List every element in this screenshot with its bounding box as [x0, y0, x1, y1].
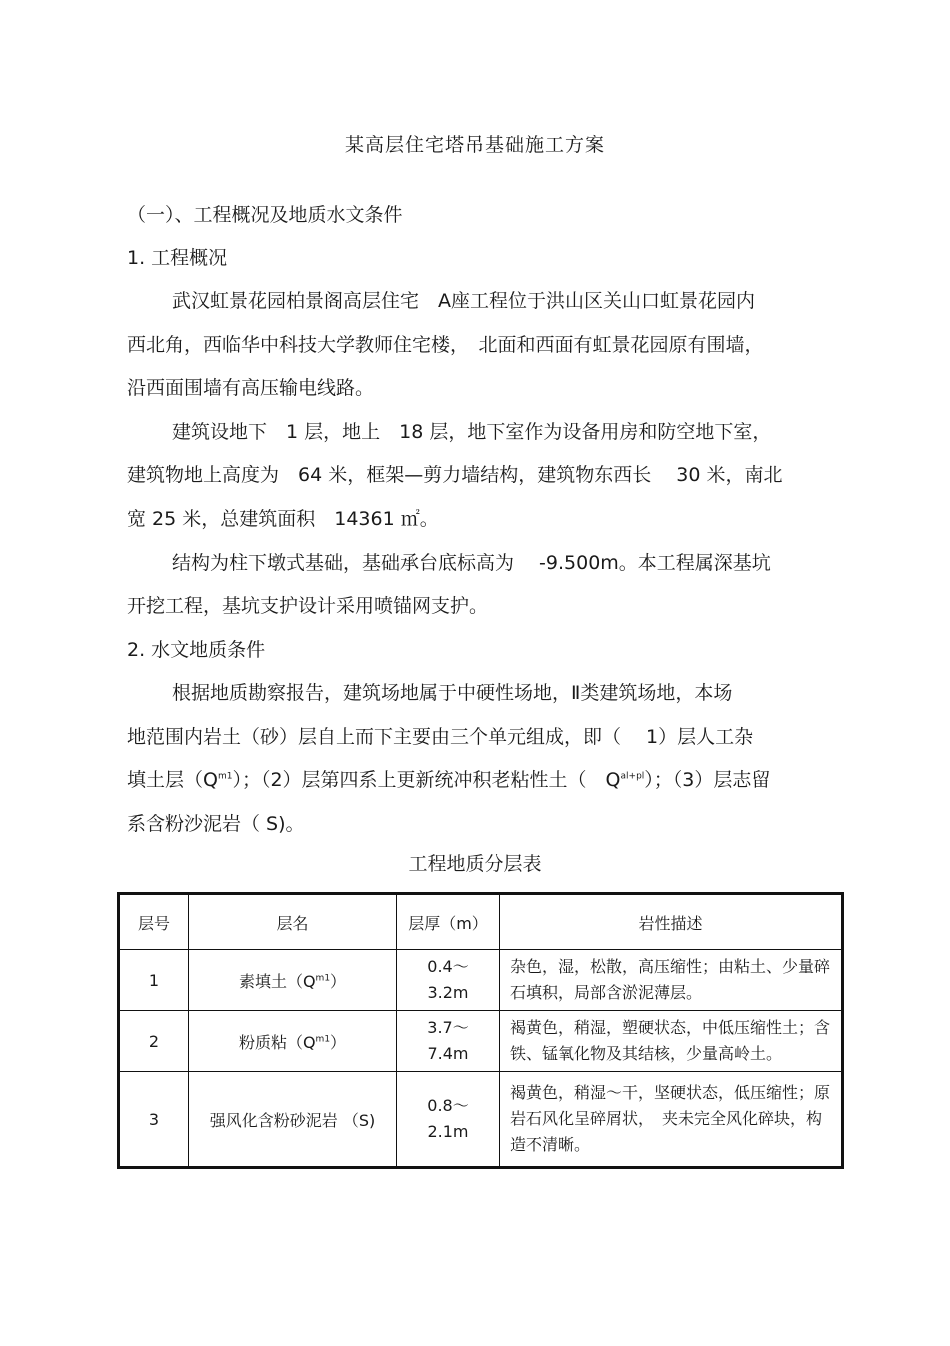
cell-description: 褐黄色，稍湿，塑硬状态，中低压缩性土；含铁、锰氧化物及其结核，少量高岭土。: [500, 1011, 843, 1072]
paragraph-line: 武汉虹景花园柏景阁高层住宅 A座工程位于洪山区关山口虹景花园内: [172, 290, 755, 312]
superscript: m1: [315, 973, 331, 984]
cell-thickness: 3.7～ 7.4m: [397, 1011, 500, 1072]
paragraph-line: 沿西面围墙有高压输电线路。: [127, 377, 375, 399]
header-thickness: 层厚（m）: [397, 894, 500, 950]
superscript: m1: [315, 1034, 331, 1045]
paragraph-line: 建筑物地上高度为 64 米，框架—剪力墙结构，建筑物东西长 30 米，南北: [127, 464, 783, 486]
table-header-row: [119, 894, 843, 950]
paragraph-line: 地范围内岩土（砂）层自上而下主要由三个单元组成，即（ 1）层人工杂: [127, 726, 754, 748]
superscript: al+pl: [620, 771, 645, 782]
cell-thickness: 0.4～ 3.2m: [397, 950, 500, 1011]
text-span: ）；（3）层志留: [644, 769, 771, 791]
subsection-heading-overview: 1. 工程概况: [127, 247, 228, 269]
header-description: 岩性描述: [500, 894, 843, 950]
paragraph-line: 宽 25 米，总建筑面积 14361 ㎡。: [127, 508, 439, 530]
paragraph-line: 建筑设地下 1 层，地上 18 层，地下室作为设备用房和防空地下室，: [172, 421, 772, 443]
text-span: ）；（2）层第四系上更新统冲积老粘性土（ Q: [232, 769, 621, 791]
cell-layer-no: 2: [119, 1011, 189, 1072]
paragraph-line: 开挖工程，基坑支护设计采用喷锚网支护。: [127, 595, 489, 617]
cell-description: 杂色，湿，松散，高压缩性；由粘土、少量碎石填积，局部含淤泥薄层。: [500, 950, 843, 1011]
cell-layer-name: [189, 1011, 397, 1072]
superscript: m1: [217, 771, 233, 782]
document-title: 某高层住宅塔吊基础施工方案: [344, 134, 605, 156]
table-row: [119, 1072, 843, 1168]
paragraph-line: 根据地质勘察报告，建筑场地属于中硬性场地，Ⅱ类建筑场地，本场: [172, 682, 733, 704]
cell-description: 褐黄色，稍湿～干，坚硬状态，低压缩性；原岩石风化呈碎屑状， 夹未完全风化碎块，构造不清晰。: [500, 1072, 843, 1168]
header-layer-no: 层号: [119, 894, 189, 950]
cell-layer-name: [189, 1072, 397, 1168]
geology-table: [117, 892, 844, 1169]
paragraph-line: 系含粉沙泥岩（ S)。: [127, 813, 305, 835]
cell-thickness: 0.8～ 2.1m: [397, 1072, 500, 1168]
cell-layer-no: 1: [119, 950, 189, 1011]
text-span: 素填土（Q: [238, 971, 316, 991]
table-caption: 工程地质分层表: [408, 853, 542, 875]
text-span: 填土层（Q: [127, 769, 218, 791]
paragraph-line: [127, 765, 770, 792]
table-row: [119, 1011, 843, 1072]
text-span: ）: [330, 971, 347, 991]
text-span: 粉质粘（Q: [238, 1032, 316, 1052]
paragraph-line: 结构为柱下墩式基础，基础承台底标高为 -9.500m。本工程属深基坑: [172, 552, 771, 574]
subsection-heading-hydro: 2. 水文地质条件: [127, 639, 266, 661]
paragraph-line: 西北角，西临华中科技大学教师住宅楼， 北面和西面有虹景花园原有围墙，: [127, 334, 764, 356]
cell-layer-no: 3: [119, 1072, 189, 1168]
text-span: ）: [330, 1032, 347, 1052]
section-heading: （一）、工程概况及地质水文条件: [127, 204, 403, 226]
cell-layer-name: [189, 950, 397, 1011]
header-layer-name: 层名: [189, 894, 397, 950]
table-row: [119, 950, 843, 1011]
text-span: 强风化含粉砂泥岩 （S): [209, 1110, 376, 1130]
